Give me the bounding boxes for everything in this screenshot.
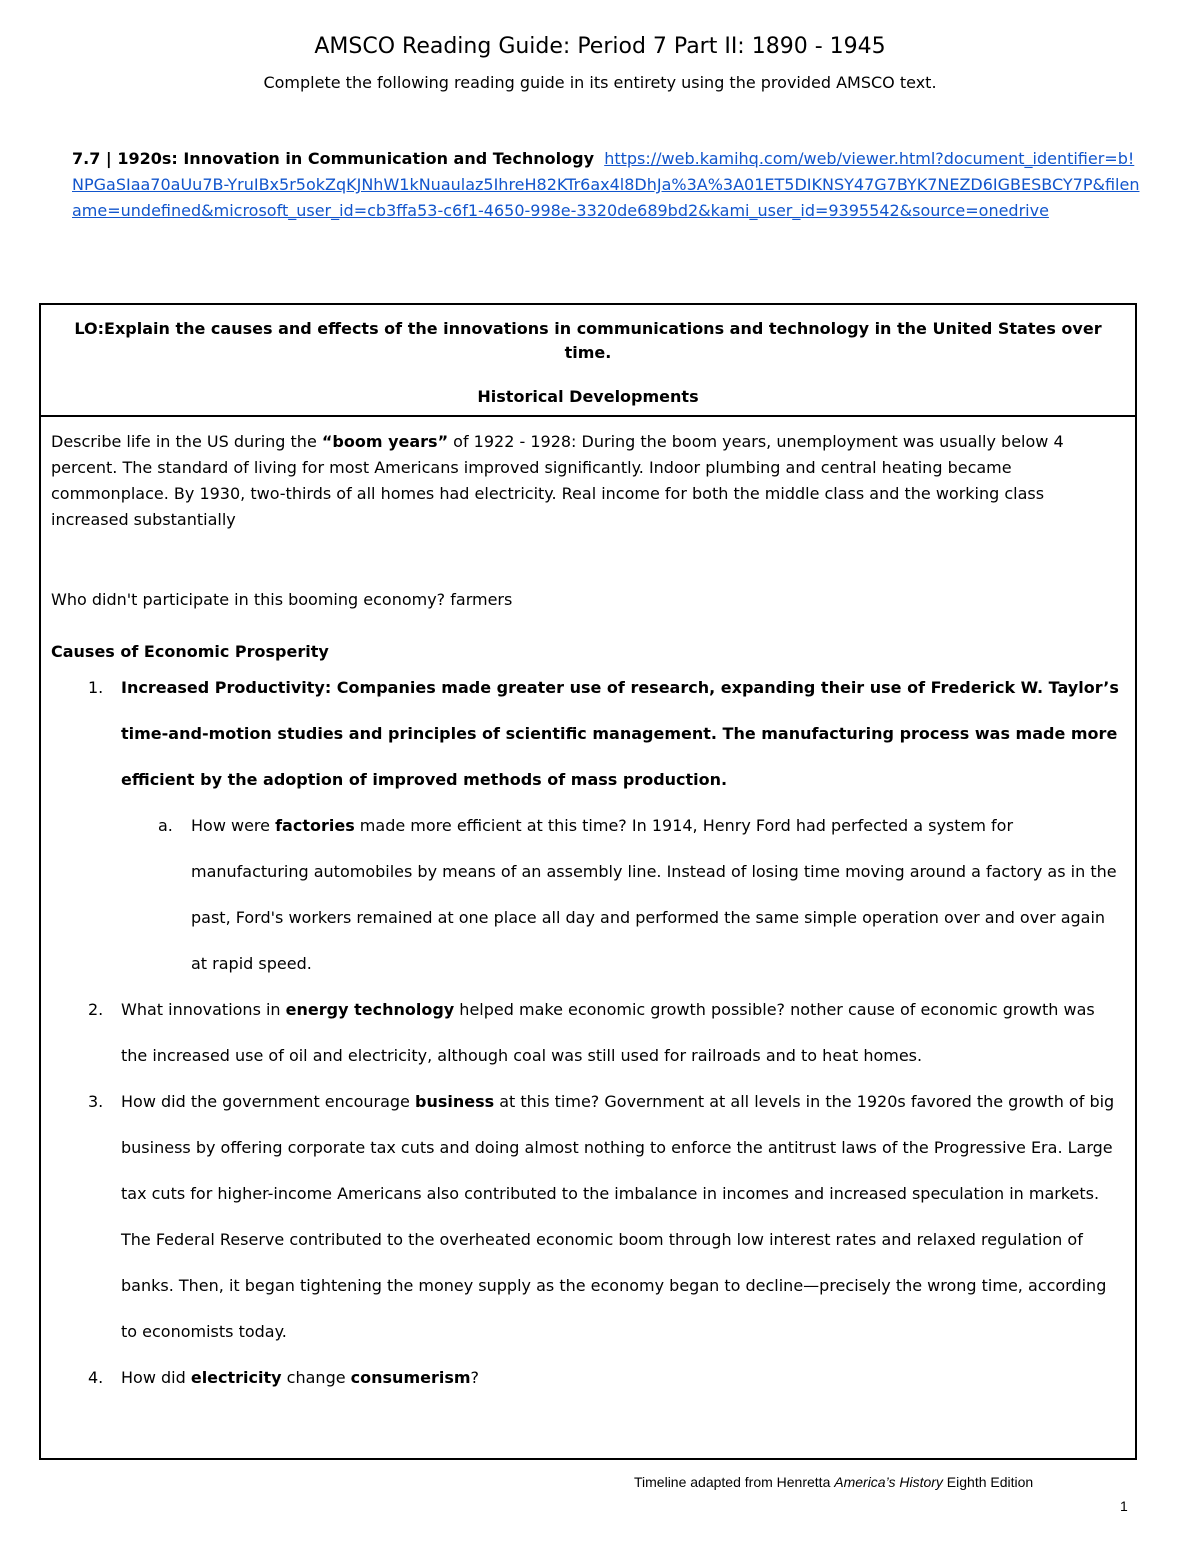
item4-bold1: electricity <box>190 1368 282 1387</box>
item1-text: Companies made greater use of research, expanding their use of Frederick W. Taylor’s time-and-motion studies and principles of scientific management. The manufacturing process was made more efficient by the adoption of improved methods of mass production. <box>121 678 1119 789</box>
list-item-1a <box>51 803 1125 987</box>
item1-label: Increased Productivity: <box>121 678 332 697</box>
document-subtitle: Complete the following reading guide in its entirety using the provided AMSCO text. <box>263 73 937 92</box>
footer-citation <box>634 1474 1033 1490</box>
learning-objective: LO:Explain the causes and effects of the innovations in communications and technology in the United States over time. <box>74 319 1102 362</box>
boom-prefix: Describe life in the US during the <box>51 432 322 451</box>
item1a-pre: How were <box>191 816 276 835</box>
boom-years-answer <box>51 429 1125 533</box>
item3-post: at this time? Government at all levels in the 1920s favored the growth of big business by offering corporate tax cuts and doing almost nothing to enforce the antitrust laws of the Progressive Era. Large tax cuts for higher-income Americans also contributed to the imbalance in incomes and increased speculation in markets. The Federal Reserve contributed to the overheated economic boom through low interest rates and relaxed regulation of banks. Then, it began tightening the money supply as the economy began to decline—precisely the wrong time, according to economists today. <box>121 1092 1115 1341</box>
item1a-post: made more efficient at this time? In 1914, Henry Ford had perfected a system for manufacturing automobiles by means of an assembly line. Instead of losing time moving around a factory as in the past, Ford's workers remained at one place all day and performed the same simple operation over and over again at rapid speed. <box>191 816 1117 973</box>
list-item-4 <box>51 1355 1125 1401</box>
list-number: 4. <box>88 1368 104 1387</box>
item3-bold: business <box>414 1092 495 1111</box>
boom-suffix: of 1922 - 1928: During the boom years, unemployment was usually below 4 percent. The standard of living for most Americans improved significantly. Indoor plumbing and central heating became commonplace. By 1930, two-thirds of all homes had electricity. Real income for both the middle class and the working class increased substantially <box>51 432 1064 529</box>
section-title: 7.7 | 1920s: Innovation in Communication and Technology <box>72 149 595 168</box>
footer-suffix: Eighth Edition <box>942 1474 1034 1490</box>
list-item-1 <box>51 665 1125 803</box>
list-letter: a. <box>158 816 173 835</box>
list-item-2 <box>51 987 1125 1079</box>
item4-mid: change <box>281 1368 351 1387</box>
item2-post: helped make economic growth possible? nother cause of economic growth was the increased use of oil and electricity, although coal was still used for railroads and to heat homes. <box>121 1000 1095 1065</box>
footer-italic: America’s History <box>834 1474 943 1490</box>
item4-pre: How did <box>121 1368 191 1387</box>
boom-bold: “boom years” <box>321 432 449 451</box>
who-question: Who didn't participate in this booming economy? farmers <box>51 590 513 609</box>
list-number: 3. <box>88 1092 104 1111</box>
causes-heading <box>51 639 1125 665</box>
table-body <box>41 417 1135 1401</box>
list-number: 2. <box>88 1000 104 1019</box>
document-title: AMSCO Reading Guide: Period 7 Part II: 1890 - 1945 <box>314 34 886 59</box>
section-header <box>72 146 1142 224</box>
item4-post: ? <box>470 1368 480 1387</box>
page-number: 1 <box>1120 1498 1128 1514</box>
reading-guide-table <box>39 303 1137 1460</box>
item3-pre: How did the government encourage <box>121 1092 415 1111</box>
item1a-bold: factories <box>275 816 355 835</box>
footer-prefix: Timeline adapted from Henretta <box>634 1474 835 1490</box>
historical-developments-heading: Historical Developments <box>477 387 699 406</box>
causes-heading-text: Causes of Economic Prosperity <box>51 642 329 661</box>
table-header <box>41 305 1135 417</box>
list-item-3 <box>51 1079 1125 1355</box>
item2-pre: What innovations in <box>121 1000 286 1019</box>
section-link[interactable]: https://web.kamihq.com/web/viewer.html?document_identifier=b!NPGaSIaa70aUu7B-YruIBx5r5okZqKJNhW1kNuaulaz5IhreH82KTr6ax4l8DhJa%3A%3A01ET5DIKNSY47G7BYK7NEZD6IGBESBCY7P&filename=undefined&microsoft_user_id=cb3ffa53-c6f1-4650-998e-3320de689bd2&kami_user_id=9395542&source=onedrive <box>72 149 1140 220</box>
item4-bold2: consumerism <box>350 1368 471 1387</box>
item2-bold: energy technology <box>285 1000 455 1019</box>
list-number: 1. <box>88 678 104 697</box>
